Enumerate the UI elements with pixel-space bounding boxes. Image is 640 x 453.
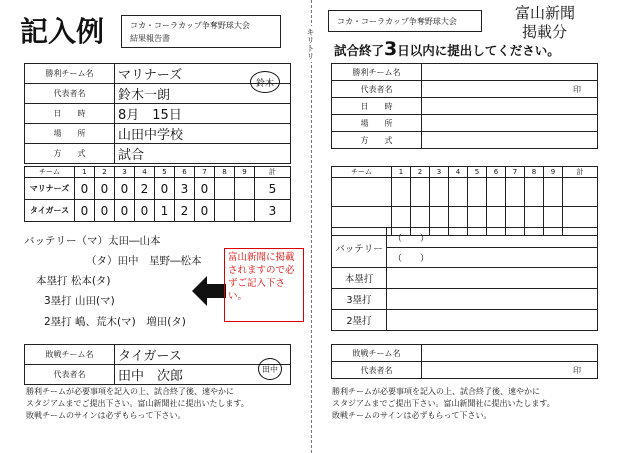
right-title-text: コカ・コーラカップ争奪野球大会 — [337, 17, 457, 26]
info-label: 方 式 — [332, 132, 422, 149]
info-label: 勝利チーム名 — [25, 64, 115, 84]
score-total: 5 — [255, 178, 291, 200]
score-cell: 2 — [135, 178, 155, 200]
score-header-inning: 5 — [155, 167, 175, 178]
score-cell — [235, 178, 255, 200]
date-value: 8月 15日 — [115, 104, 291, 124]
cut-label: キリトリ — [306, 28, 315, 60]
score-header-inning: 4 — [449, 167, 468, 178]
score-cell: 0 — [115, 178, 135, 200]
score-header-team: チーム — [332, 167, 392, 178]
battery-field-2[interactable] — [387, 248, 598, 268]
score-cell: 0 — [95, 178, 115, 200]
info-label: 場 所 — [25, 124, 115, 144]
info-label: 場 所 — [332, 115, 422, 132]
triple-label: 3塁打 — [332, 289, 387, 310]
left-title-line1: コカ・コーラカップ争奪野球大会 — [130, 21, 250, 30]
score-cell: 0 — [195, 200, 215, 222]
score-row — [25, 178, 291, 200]
score-header-inning: 6 — [175, 167, 195, 178]
score-total: 3 — [255, 200, 291, 222]
score-cell: 1 — [155, 200, 175, 222]
score-cell: 0 — [155, 178, 175, 200]
battery-line2: （タ）田中 星野―松本 — [86, 255, 202, 267]
right-title-box — [328, 10, 482, 32]
score-team: マリナーズ — [25, 178, 75, 200]
place-value: 山田中学校 — [115, 124, 291, 144]
score-field[interactable] — [544, 178, 563, 207]
score-cell — [215, 200, 235, 222]
loser-representative-field[interactable] — [422, 362, 598, 379]
score-header-inning: 6 — [487, 167, 506, 178]
right-score-table — [331, 166, 598, 236]
score-header-total: 計 — [255, 167, 291, 178]
score-cell: 0 — [95, 200, 115, 222]
loser-representative-value: 田中 次郎 — [115, 365, 291, 385]
right-footer-line3: 敗戦チームのサインは必ずもらって下さい。 — [332, 411, 492, 420]
score-row — [332, 178, 598, 207]
score-cell: 2 — [175, 200, 195, 222]
info-label: 方 式 — [25, 144, 115, 164]
info-label: 代表者名 — [25, 84, 115, 104]
score-header-inning: 5 — [468, 167, 487, 178]
home-run-label: 本塁打 — [332, 268, 387, 289]
info-label: 勝利チーム名 — [332, 64, 422, 81]
score-field[interactable] — [411, 178, 430, 207]
paren-placeholder-2: （ ） — [393, 254, 430, 264]
score-cell: 3 — [175, 178, 195, 200]
score-cell: 0 — [75, 200, 95, 222]
cut-line — [311, 0, 312, 453]
example-heading: 記入例 — [20, 15, 105, 48]
score-header-inning: 7 — [195, 167, 215, 178]
seal-stamp-top — [250, 71, 280, 93]
left-footer-line3: 敗戦チームのサインは必ずもらって下さい。 — [26, 411, 186, 420]
score-cell — [215, 178, 235, 200]
battery-field-1[interactable] — [387, 228, 598, 248]
loser-label: 代表者名 — [332, 362, 422, 379]
score-cell: 0 — [115, 200, 135, 222]
winner-team-field[interactable] — [422, 64, 598, 81]
score-header-inning: 2 — [411, 167, 430, 178]
battery-label: バッテリー — [332, 228, 387, 268]
representative-value: 鈴木一朗 — [115, 84, 291, 104]
score-field[interactable] — [468, 178, 487, 207]
note-box — [224, 248, 304, 322]
representative-field[interactable] — [422, 81, 598, 98]
loser-team-value: タイガース — [115, 345, 291, 365]
left-title-line2: 結果報告書 — [130, 34, 170, 43]
note-box-text: 富山新聞に掲載されますので必ずご記入下さい。 — [228, 252, 295, 302]
score-header-total: 計 — [563, 167, 598, 178]
arrow-left-icon — [192, 276, 226, 306]
seal-stamp-bottom — [258, 358, 282, 380]
double-field[interactable] — [387, 310, 598, 331]
newspaper-line2: 掲載分 — [522, 23, 568, 41]
loser-label: 敗戦チーム名 — [332, 345, 422, 362]
score-field[interactable] — [487, 178, 506, 207]
score-header-inning: 2 — [95, 167, 115, 178]
paren-placeholder-1: （ ） — [393, 234, 430, 244]
score-total-field[interactable] — [563, 178, 598, 207]
deadline-notice — [334, 40, 560, 59]
right-footer-line2: スタジアムまでご提出下さい。富山新聞社に提出いたします。 — [332, 399, 555, 408]
triple-field[interactable] — [387, 289, 598, 310]
score-field[interactable] — [525, 178, 544, 207]
score-header-inning: 1 — [392, 167, 411, 178]
triple-line: 3塁打 山田(マ) — [44, 295, 115, 307]
home-run-line: 本塁打 松本(タ) — [36, 275, 111, 287]
info-label: 日 時 — [25, 104, 115, 124]
seal-mark: 印 — [573, 365, 581, 375]
left-title-box — [121, 15, 281, 48]
score-header-inning: 1 — [75, 167, 95, 178]
right-info-table — [331, 63, 598, 149]
format-field[interactable] — [422, 132, 598, 149]
score-header-inning: 3 — [115, 167, 135, 178]
right-loser-table — [331, 344, 598, 379]
winner-team-value: マリナーズ — [115, 64, 291, 84]
left-score-table — [24, 166, 291, 222]
score-field[interactable] — [506, 178, 525, 207]
score-cell: 0 — [135, 200, 155, 222]
deadline-pre: 試合終了 — [334, 43, 385, 58]
double-label: 2塁打 — [332, 310, 387, 331]
info-label: 代表者名 — [332, 81, 422, 98]
score-header-inning: 8 — [525, 167, 544, 178]
score-header-inning: 9 — [544, 167, 563, 178]
place-field[interactable] — [422, 115, 598, 132]
score-field[interactable] — [449, 178, 468, 207]
left-footer-line1: 勝利チームが必要事項を記入の上、試合終了後、速やかに — [26, 387, 234, 396]
right-details-table — [331, 227, 598, 331]
home-run-field[interactable] — [387, 268, 598, 289]
loser-label: 代表者名 — [25, 365, 115, 385]
loser-team-field[interactable] — [422, 345, 598, 362]
score-cell: 0 — [195, 178, 215, 200]
score-row — [25, 200, 291, 222]
left-footer-line2: スタジアムまでご提出下さい。富山新聞社に提出いたします。 — [26, 399, 249, 408]
info-label: 日 時 — [332, 98, 422, 115]
score-header-inning: 9 — [235, 167, 255, 178]
score-cell — [235, 200, 255, 222]
score-header-team: チーム — [25, 167, 75, 178]
score-header-inning: 3 — [430, 167, 449, 178]
score-field[interactable] — [430, 178, 449, 207]
loser-label: 敗戦チーム名 — [25, 345, 115, 365]
score-team: タイガース — [25, 200, 75, 222]
deadline-post: 日以内に提出してください。 — [397, 43, 560, 58]
seal-stamp-top-text: 鈴木 — [255, 78, 274, 89]
right-footer-line1: 勝利チームが必要事項を記入の上、試合終了後、速やかに — [332, 387, 540, 396]
score-header-inning: 8 — [215, 167, 235, 178]
newspaper-line1: 富山新聞 — [515, 4, 576, 22]
format-value: 試合 — [115, 144, 291, 164]
battery-line1: バッテリー（マ）太田―山本 — [24, 235, 161, 247]
deadline-days: 3 — [384, 38, 398, 60]
score-header-inning: 7 — [506, 167, 525, 178]
score-cell: 0 — [75, 178, 95, 200]
seal-mark: 印 — [573, 84, 581, 94]
score-team-field[interactable] — [332, 178, 392, 207]
left-loser-table — [24, 344, 291, 385]
date-field[interactable] — [422, 98, 598, 115]
seal-stamp-bottom-text: 田中 — [262, 364, 278, 374]
double-line: 2塁打 嶋、荒木(マ) 増田(タ) — [44, 316, 186, 328]
score-header-inning: 4 — [135, 167, 155, 178]
score-field[interactable] — [392, 178, 411, 207]
